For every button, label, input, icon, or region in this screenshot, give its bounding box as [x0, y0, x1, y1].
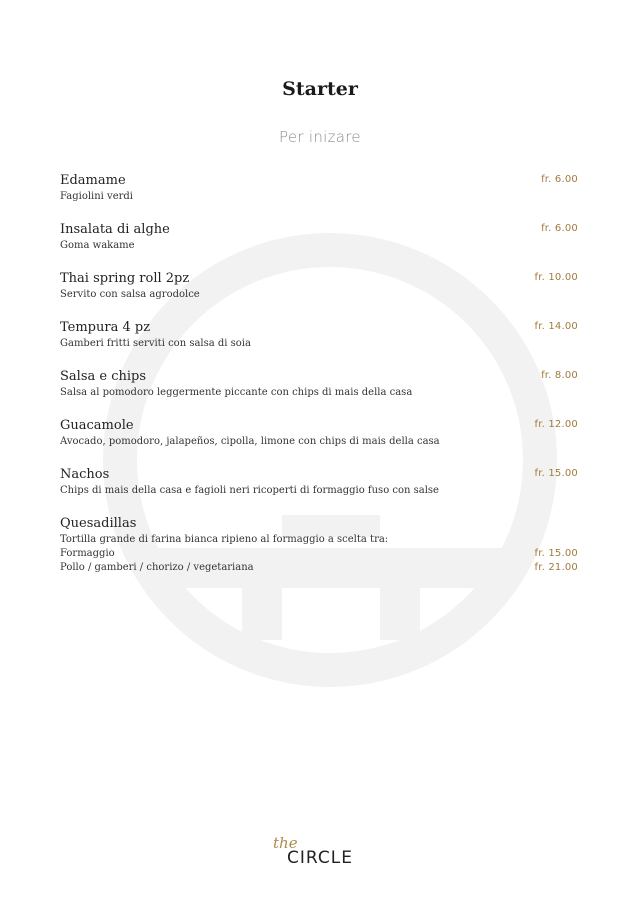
the-circle-logo	[273, 834, 353, 868]
menu-item-edamame	[60, 172, 578, 204]
option-price: fr. 15.00	[534, 548, 578, 559]
item-name: Thai spring roll 2pz	[60, 271, 190, 286]
option-label: Formaggio	[60, 548, 115, 559]
item-description: Goma wakame	[60, 240, 135, 251]
item-name: Tempura 4 pz	[60, 320, 151, 335]
item-price: fr. 8.00	[541, 370, 578, 381]
logo-wordmark: CIRCLE	[287, 848, 353, 868]
quesadilla-option	[60, 547, 578, 561]
menu-item-guacamole	[60, 417, 578, 449]
menu-item-quesadillas	[60, 515, 578, 575]
item-name: Nachos	[60, 467, 110, 482]
menu-item-nachos	[60, 466, 578, 498]
item-price: fr. 12.00	[534, 419, 578, 430]
item-description: Avocado, pomodoro, jalapeños, cipolla, limone con chips di mais della casa	[60, 436, 440, 447]
quesadilla-option	[60, 561, 578, 575]
option-price: fr. 21.00	[534, 562, 578, 573]
item-price: fr. 6.00	[541, 174, 578, 185]
item-name: Salsa e chips	[60, 369, 146, 384]
item-description: Servito con salsa agrodolce	[60, 289, 200, 300]
item-description: Tortilla grande di farina bianca ripieno al formaggio a scelta tra:	[60, 534, 389, 545]
menu-item-spring-roll	[60, 270, 578, 302]
menu-list	[60, 172, 578, 592]
item-price: fr. 15.00	[534, 468, 578, 479]
option-label: Pollo / gamberi / chorizo / vegetariana	[60, 562, 254, 573]
item-description: Fagiolini verdi	[60, 191, 134, 202]
footer-logo	[0, 834, 640, 868]
item-name: Quesadillas	[60, 516, 137, 531]
item-description: Salsa al pomodoro leggermente piccante con chips di mais della casa	[60, 387, 413, 398]
page-subtitle: Per inizare	[279, 128, 361, 146]
menu-item-tempura	[60, 319, 578, 351]
item-price: fr. 6.00	[541, 223, 578, 234]
item-name: Insalata di alghe	[60, 222, 170, 237]
item-price: fr. 14.00	[534, 321, 578, 332]
item-price: fr. 10.00	[534, 272, 578, 283]
item-name: Edamame	[60, 173, 126, 188]
item-description: Gamberi fritti serviti con salsa di soia	[60, 338, 251, 349]
menu-item-salsa-chips	[60, 368, 578, 400]
item-description: Chips di mais della casa e fagioli neri ricoperti di formaggio fuso con salse	[60, 485, 439, 496]
menu-item-insalata	[60, 221, 578, 253]
logo-script-the: the	[273, 834, 298, 852]
item-name: Guacamole	[60, 418, 134, 433]
page-title: Starter	[282, 78, 358, 100]
